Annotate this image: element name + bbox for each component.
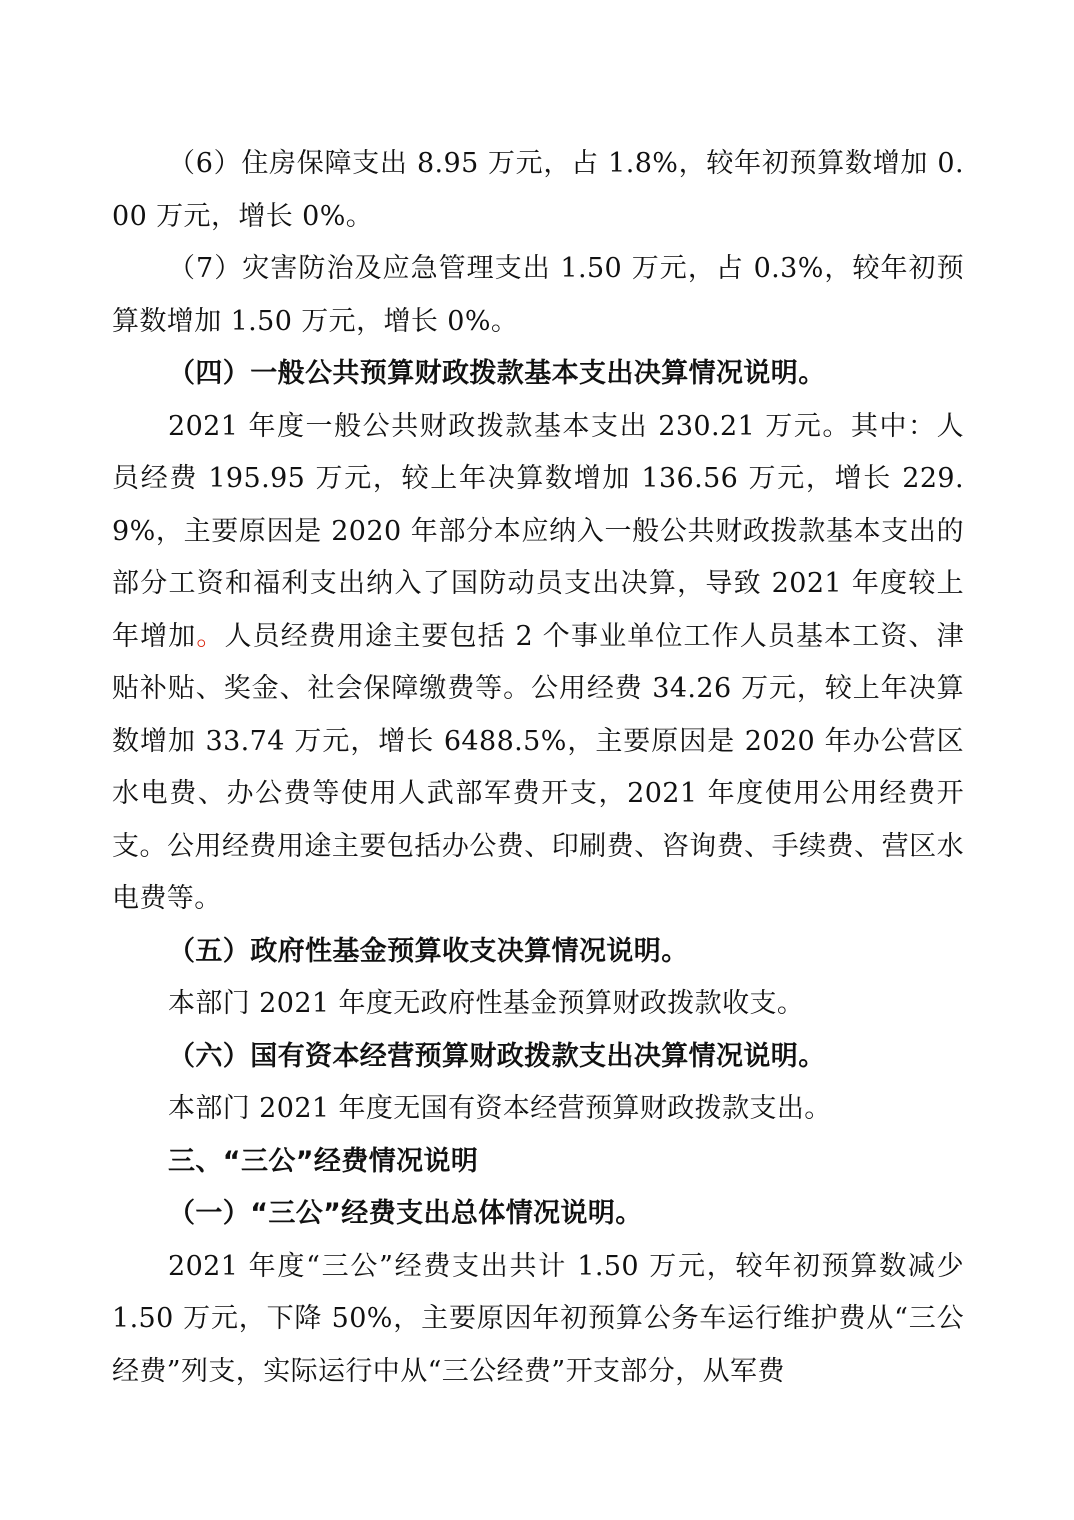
document-body xyxy=(112,138,964,1398)
paragraph-disaster-expense: （7）灾害防治及应急管理支出 1.50 万元，占 0.3%，较年初预算数增加 1.50 万元，增长 0%。 xyxy=(112,253,964,337)
paragraph-housing-expense: （6）住房保障支出 8.95 万元，占 1.8%，较年初预算数增加 0.00 万元，增长 0%。 xyxy=(112,148,964,232)
part-3-heading: 三、“三公”经费情况说明 xyxy=(168,1145,479,1177)
part-3-sub-1-body: 2021 年度“三公”经费支出共计 1.50 万元，较年初预算数减少 1.50 万元，下降 50%，主要原因年初预算公务车运行维护费从“三公经费”列支，实际运行中从“三公经费”开支部分，从军费 xyxy=(112,1250,964,1387)
red-period-mark: 。 xyxy=(196,620,225,652)
section-4-body-part1: 2021 年度一般公共财政拨款基本支出 230.21 万元。其中：人员经费 195.95 万元，较上年决算数增加 136.56 万元，增长 229.9%，主要原因是 2020 年部分本应纳入一般公共财政拨款基本支出的部分工资和福利支出纳入了国防动员支出决算，导致 2021 年度较上年增加 xyxy=(112,410,964,652)
section-4-body-part2: 人员经费用途主要包括 2 个事业单位工作人员基本工资、津贴补贴、奖金、社会保障缴费等。公用经费 34.26 万元，较上年决算数增加 33.74 万元，增长 6488.5%，主要原因是 2020 年办公营区水电费、办公费等使用人武部军费开支，2021 年度使用公用经费开支。公用经费用途主要包括办公费、印刷费、咨询费、手续费、营区水电费等。 xyxy=(112,620,965,914)
part-3-sub-1-heading: （一）“三公”经费支出总体情况说明。 xyxy=(168,1198,643,1229)
section-6-body: 本部门 2021 年度无国有资本经营预算财政拨款支出。 xyxy=(168,1093,832,1124)
section-5-body: 本部门 2021 年度无政府性基金预算财政拨款收支。 xyxy=(168,988,805,1019)
section-4-heading: （四）一般公共预算财政拨款基本支出决算情况说明。 xyxy=(168,358,826,389)
section-6-heading: （六）国有资本经营预算财政拨款支出决算情况说明。 xyxy=(168,1040,826,1072)
section-4-body xyxy=(112,401,964,926)
section-5-heading: （五）政府性基金预算收支决算情况说明。 xyxy=(168,935,689,967)
